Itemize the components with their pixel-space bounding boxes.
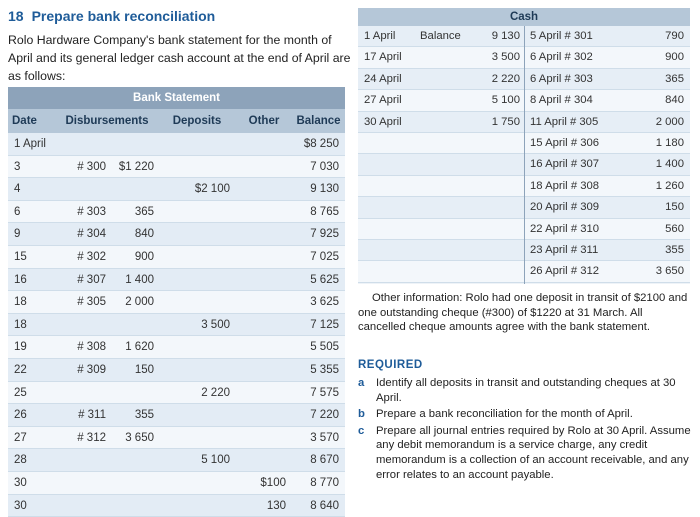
row-deposit	[158, 201, 236, 223]
debit-amount	[472, 133, 524, 153]
row-other: $100	[236, 472, 292, 494]
bank-statement-row	[8, 382, 345, 405]
required-list	[358, 376, 694, 484]
credit-reference: 16 April # 307	[524, 154, 636, 174]
row-other	[236, 201, 292, 223]
row-cheque-number: # 304	[56, 223, 112, 245]
row-cheque-number: # 303	[56, 201, 112, 223]
debit-amount: 9 130	[472, 26, 524, 46]
problem-heading	[8, 8, 215, 24]
row-date: 30	[8, 495, 56, 517]
row-balance: 5 355	[292, 359, 345, 381]
row-cheque-number	[56, 495, 112, 517]
required-title: REQUIRED	[358, 359, 423, 371]
row-balance: 8 765	[292, 201, 345, 223]
debit-date	[358, 133, 416, 153]
row-other	[236, 382, 292, 404]
debit-description	[416, 240, 472, 260]
credit-amount: 1 260	[636, 176, 690, 196]
row-disbursement-amount	[112, 472, 158, 494]
row-other	[236, 449, 292, 471]
row-date: 26	[8, 404, 56, 426]
header-balance: Balance	[292, 109, 345, 133]
row-cheque-number	[56, 314, 112, 336]
debit-date	[358, 154, 416, 174]
row-disbursement-amount	[112, 449, 158, 471]
credit-reference: 15 April # 306	[524, 133, 636, 153]
row-disbursement-amount: 365	[112, 201, 158, 223]
debit-description	[416, 133, 472, 153]
row-date: 15	[8, 246, 56, 268]
row-other	[236, 427, 292, 449]
other-information	[358, 291, 692, 335]
row-cheque-number: # 300	[56, 156, 112, 178]
row-date: 22	[8, 359, 56, 381]
required-item-text: Prepare a bank reconciliation for the month of April.	[376, 407, 633, 422]
row-balance: 7 220	[292, 404, 345, 426]
row-deposit	[158, 133, 236, 155]
row-cheque-number	[56, 472, 112, 494]
cash-account-body	[358, 26, 690, 284]
row-date: 18	[8, 291, 56, 313]
row-date: 16	[8, 269, 56, 291]
row-balance: 5 505	[292, 336, 345, 358]
bank-statement-row	[8, 291, 345, 314]
debit-amount: 2 220	[472, 69, 524, 89]
row-other	[236, 359, 292, 381]
row-balance: 9 130	[292, 178, 345, 200]
row-balance: 7 125	[292, 314, 345, 336]
debit-amount	[472, 176, 524, 196]
row-disbursement-amount	[112, 133, 158, 155]
row-date: 19	[8, 336, 56, 358]
row-balance: $8 250	[292, 133, 345, 155]
row-disbursement-amount	[112, 495, 158, 517]
row-cheque-number	[56, 449, 112, 471]
bank-statement-row	[8, 178, 345, 201]
debit-date: 27 April	[358, 90, 416, 110]
row-cheque-number	[56, 133, 112, 155]
credit-amount: 2 000	[636, 112, 690, 132]
row-cheque-number: # 307	[56, 269, 112, 291]
row-other: 130	[236, 495, 292, 517]
debit-description	[416, 47, 472, 67]
row-balance: 8 670	[292, 449, 345, 471]
debit-amount	[472, 197, 524, 217]
debit-date: 30 April	[358, 112, 416, 132]
credit-amount: 840	[636, 90, 690, 110]
debit-date: 24 April	[358, 69, 416, 89]
header-disbursements: Disbursements	[56, 109, 158, 133]
row-deposit	[158, 269, 236, 291]
credit-amount: 365	[636, 69, 690, 89]
header-deposits: Deposits	[158, 109, 236, 133]
row-deposit: 3 500	[158, 314, 236, 336]
required-item-letter: b	[358, 407, 376, 422]
header-date: Date	[8, 109, 56, 133]
debit-date: 17 April	[358, 47, 416, 67]
row-other	[236, 156, 292, 178]
row-disbursement-amount: 2 000	[112, 291, 158, 313]
problem-number: 18	[8, 8, 24, 24]
debit-description	[416, 176, 472, 196]
row-date: 27	[8, 427, 56, 449]
debit-amount	[472, 154, 524, 174]
debit-date	[358, 197, 416, 217]
debit-description	[416, 112, 472, 132]
bank-statement-row	[8, 314, 345, 337]
bank-statement-row	[8, 336, 345, 359]
row-disbursement-amount: 840	[112, 223, 158, 245]
debit-amount: 5 100	[472, 90, 524, 110]
header-other: Other	[236, 109, 292, 133]
credit-amount: 790	[636, 26, 690, 46]
row-disbursement-amount: 355	[112, 404, 158, 426]
credit-reference: 6 April # 303	[524, 69, 636, 89]
debit-description	[416, 90, 472, 110]
debit-date	[358, 176, 416, 196]
debit-date	[358, 219, 416, 239]
bank-statement-row	[8, 156, 345, 179]
bank-statement-row	[8, 472, 345, 495]
credit-amount: 1 180	[636, 133, 690, 153]
credit-reference: 20 April # 309	[524, 197, 636, 217]
row-balance: 3 570	[292, 427, 345, 449]
row-deposit: 2 220	[158, 382, 236, 404]
intro-text: Rolo Hardware Company's bank statement for the month of April and its general ledger cash account at the end of April are as follows:	[8, 31, 353, 85]
credit-reference: 23 April # 311	[524, 240, 636, 260]
debit-date	[358, 240, 416, 260]
row-disbursement-amount: $1 220	[112, 156, 158, 178]
row-cheque-number: # 302	[56, 246, 112, 268]
bank-statement-row	[8, 427, 345, 450]
row-deposit: $2 100	[158, 178, 236, 200]
credit-amount: 3 650	[636, 261, 690, 281]
row-deposit	[158, 495, 236, 517]
row-balance: 7 575	[292, 382, 345, 404]
row-balance: 8 770	[292, 472, 345, 494]
row-disbursement-amount	[112, 178, 158, 200]
debit-description	[416, 261, 472, 281]
debit-amount: 1 750	[472, 112, 524, 132]
required-item-letter: c	[358, 424, 376, 482]
row-other	[236, 178, 292, 200]
credit-amount: 900	[636, 47, 690, 67]
bank-statement-header	[8, 109, 345, 133]
cash-account	[358, 8, 690, 284]
row-deposit	[158, 472, 236, 494]
row-cheque-number	[56, 382, 112, 404]
debit-date: 1 April	[358, 26, 416, 46]
row-other	[236, 269, 292, 291]
row-disbursement-amount: 3 650	[112, 427, 158, 449]
required-item-text: Identify all deposits in transit and outstanding cheques at 30 April.	[376, 376, 694, 405]
bank-statement-row	[8, 223, 345, 246]
bank-statement-row	[8, 201, 345, 224]
debit-description: Balance	[416, 26, 472, 46]
credit-reference: 22 April # 310	[524, 219, 636, 239]
required-item	[358, 376, 694, 405]
row-date: 25	[8, 382, 56, 404]
required-item-letter: a	[358, 376, 376, 405]
row-cheque-number: # 305	[56, 291, 112, 313]
row-other	[236, 223, 292, 245]
row-deposit	[158, 359, 236, 381]
debit-amount	[472, 240, 524, 260]
problem-title: Prepare bank reconciliation	[32, 8, 216, 24]
required-item	[358, 424, 694, 482]
row-date: 28	[8, 449, 56, 471]
row-deposit	[158, 336, 236, 358]
row-deposit	[158, 246, 236, 268]
row-deposit	[158, 404, 236, 426]
credit-reference: 11 April # 305	[524, 112, 636, 132]
row-other	[236, 404, 292, 426]
debit-amount	[472, 219, 524, 239]
row-cheque-number	[56, 178, 112, 200]
other-information-text: Other information: Rolo had one deposit in transit of $2100 and one outstanding cheque (#300) of $1220 at 31 March. All cancelled cheque amounts agree with the bank statement.	[358, 291, 692, 335]
required-item	[358, 407, 694, 422]
row-other	[236, 291, 292, 313]
credit-reference: 5 April # 301	[524, 26, 636, 46]
row-date: 9	[8, 223, 56, 245]
row-disbursement-amount: 1 620	[112, 336, 158, 358]
row-deposit	[158, 156, 236, 178]
row-balance: 7 925	[292, 223, 345, 245]
row-balance: 7 030	[292, 156, 345, 178]
debit-description	[416, 154, 472, 174]
bank-statement-row	[8, 449, 345, 472]
row-date: 1 April	[8, 133, 56, 155]
debit-date	[358, 261, 416, 281]
credit-reference: 26 April # 312	[524, 261, 636, 281]
row-disbursement-amount	[112, 314, 158, 336]
row-deposit	[158, 291, 236, 313]
row-deposit	[158, 427, 236, 449]
debit-amount	[472, 261, 524, 281]
row-deposit	[158, 223, 236, 245]
bank-statement-table	[8, 87, 345, 517]
bank-statement-row	[8, 359, 345, 382]
cash-t-divider	[524, 26, 525, 284]
row-cheque-number: # 311	[56, 404, 112, 426]
row-disbursement-amount: 900	[112, 246, 158, 268]
bank-statement-row	[8, 495, 345, 517]
credit-reference: 18 April # 308	[524, 176, 636, 196]
row-date: 18	[8, 314, 56, 336]
credit-amount: 1 400	[636, 154, 690, 174]
bank-statement-title: Bank Statement	[8, 87, 345, 109]
row-date: 6	[8, 201, 56, 223]
row-other	[236, 336, 292, 358]
row-cheque-number: # 309	[56, 359, 112, 381]
row-other	[236, 246, 292, 268]
credit-amount: 560	[636, 219, 690, 239]
debit-amount: 3 500	[472, 47, 524, 67]
row-date: 3	[8, 156, 56, 178]
bank-statement-row	[8, 404, 345, 427]
row-other	[236, 133, 292, 155]
debit-description	[416, 219, 472, 239]
credit-reference: 8 April # 304	[524, 90, 636, 110]
credit-amount: 355	[636, 240, 690, 260]
credit-amount: 150	[636, 197, 690, 217]
row-disbursement-amount: 1 400	[112, 269, 158, 291]
row-disbursement-amount	[112, 382, 158, 404]
debit-description	[416, 197, 472, 217]
row-date: 4	[8, 178, 56, 200]
row-disbursement-amount: 150	[112, 359, 158, 381]
row-balance: 7 025	[292, 246, 345, 268]
bank-statement-row	[8, 246, 345, 269]
row-balance: 3 625	[292, 291, 345, 313]
required-item-text: Prepare all journal entries required by Rolo at 30 April. Assume any debit memorandum is a service charge, any credit memorandum is a collection of an account receivable, and any error relates to an account payable.	[376, 424, 694, 482]
bank-statement-rows	[8, 133, 345, 517]
bank-statement-row	[8, 133, 345, 156]
row-balance: 5 625	[292, 269, 345, 291]
row-balance: 8 640	[292, 495, 345, 517]
debit-description	[416, 69, 472, 89]
row-deposit: 5 100	[158, 449, 236, 471]
bank-statement-row	[8, 269, 345, 292]
credit-reference: 6 April # 302	[524, 47, 636, 67]
row-cheque-number: # 312	[56, 427, 112, 449]
cash-account-title: Cash	[358, 8, 690, 26]
row-date: 30	[8, 472, 56, 494]
row-other	[236, 314, 292, 336]
row-cheque-number: # 308	[56, 336, 112, 358]
